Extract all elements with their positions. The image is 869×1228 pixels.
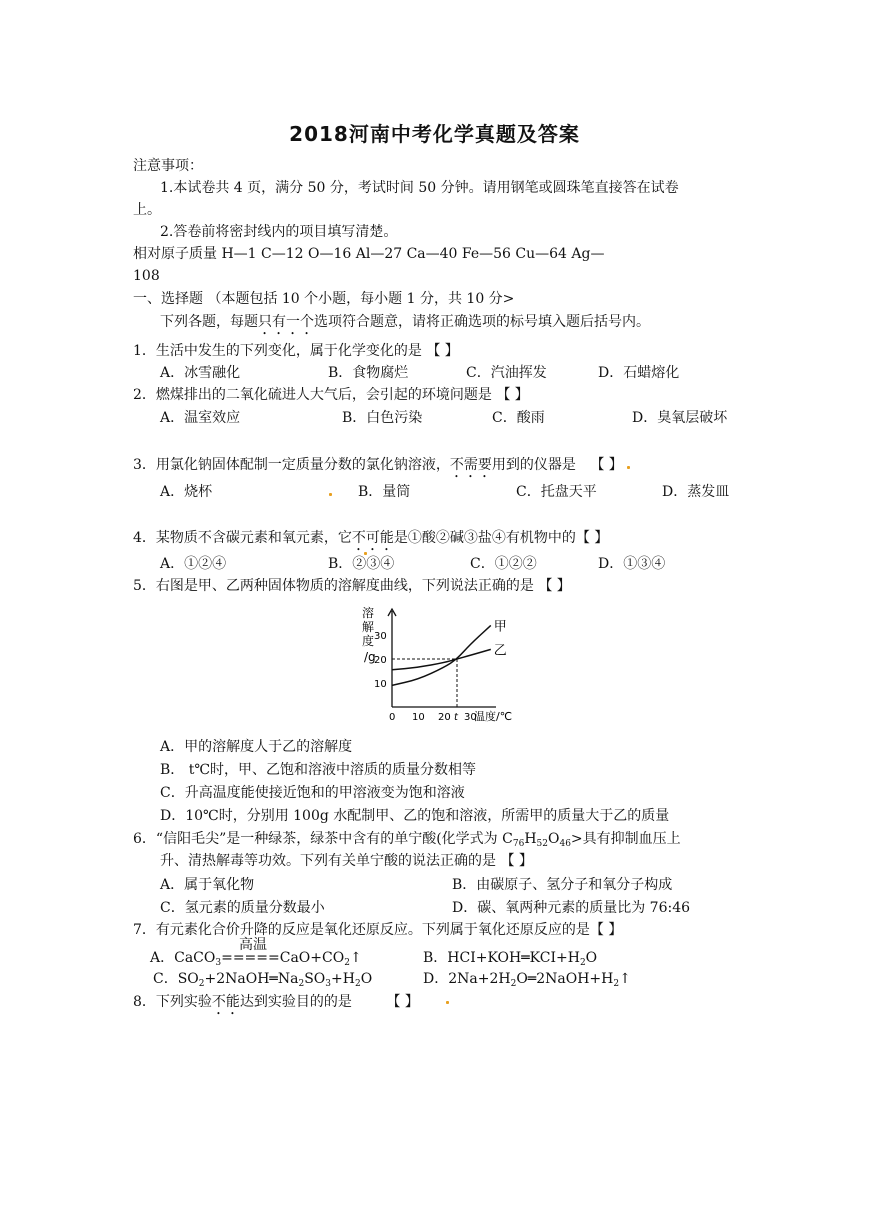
- q2-option-d: D．臭氧层破坏: [632, 410, 728, 426]
- q4-stem: 4．某物质不含碳元素和氧元素，它不可能是①酸②碱③盐④有机物中的【 】: [133, 530, 609, 546]
- x-tick-label: 20: [438, 712, 451, 723]
- q7-reaction-condition: 高温: [239, 937, 267, 953]
- q7-option-b: B．$HCI+KOH═KCI+H_2O$: [423, 950, 598, 968]
- q7-option-a: A．$CaCO_3=====CaO+CO_2↑$: [150, 950, 362, 968]
- y-axis-label-2: 解: [362, 620, 375, 634]
- q1-option-d: D．石蜡熔化: [598, 365, 680, 381]
- y-axis-label-1: 溶: [362, 606, 375, 620]
- q3-option-a: A．烧杯: [160, 484, 213, 500]
- chart-axes: [388, 609, 496, 707]
- x-tick-label: t: [454, 712, 458, 723]
- q2-option-a: A．温室效应: [160, 410, 241, 426]
- series-label-2: 乙: [493, 643, 507, 659]
- q4-option-a: A．①②④: [160, 556, 227, 572]
- x-tick-label: 10: [412, 712, 425, 723]
- q5-option-a: A．甲的溶解度人于乙的溶解度: [160, 739, 353, 755]
- q1-option-b: B．食物腐烂: [328, 365, 409, 381]
- q6-option-a: A．属于氧化物: [160, 877, 255, 893]
- series-line-1: [392, 625, 491, 685]
- q1-option-a: A．冰雪融化: [160, 365, 241, 381]
- solubility-chart: [356, 603, 514, 725]
- y-tick-label: 20: [374, 655, 387, 666]
- section-instructions: 下列各题，每题只有一个选项符合题意，请将正确选项的标号填入题后括号内。: [160, 314, 650, 330]
- q3-option-d: D．蒸发皿: [662, 484, 730, 500]
- q5-option-b: B． t℃时，甲、乙饱和溶液中溶质的质量分数相等: [160, 762, 477, 778]
- y-tick-label: 10: [374, 679, 387, 690]
- x-axis-label: 温度/℃: [474, 710, 513, 723]
- q6-option-c: C．氢元素的质量分数最小: [160, 900, 325, 916]
- q5-option-c: C．升高温度能使接近饱和的甲溶液变为饱和溶液: [160, 785, 465, 801]
- q4-option-d: D．①③④: [598, 556, 666, 572]
- note-1: 1.本试卷共 4 页，满分 50 分，考试时间 50 分钟。请用钢笔或圆珠笔直接答在试卷: [160, 180, 679, 196]
- notes-header: 注意事项：: [133, 158, 203, 174]
- q1-option-c: C．汽油挥发: [466, 365, 547, 381]
- page-title: 2018河南中考化学真题及答案: [289, 122, 580, 146]
- y-axis-label-4: /g: [364, 650, 376, 664]
- note-1-cont: 上。: [133, 202, 161, 218]
- atomic-mass-cont: 108: [133, 268, 160, 284]
- series-line-2: [392, 649, 491, 669]
- q8-stem: 8．下列实验不能达到实验目的的是 【 】: [133, 994, 419, 1010]
- section-heading: 一、选择题 （本题包括 10 个小题，每小题 1 分，共 10 分>: [133, 291, 515, 307]
- q6-option-b: B．由碳原子、氢分子和氧分子构成: [452, 877, 673, 893]
- y-axis-label-3: 度: [362, 634, 375, 648]
- y-tick-label: 30: [374, 631, 387, 642]
- q3-option-b: B．量筒: [358, 484, 411, 500]
- q2-stem: 2．燃煤排出的二氧化硫进人大气后，会引起的环境问题是 【 】: [133, 387, 529, 403]
- q3-option-c: C．托盘天平: [516, 484, 597, 500]
- q5-option-d: D．10℃时，分别用 100g 水配制甲、乙的饱和溶液，所需甲的质量大于乙的质量: [160, 808, 670, 824]
- x-tick-label: 30: [464, 712, 477, 723]
- q3-stem: 3．用氯化钠固体配制一定质量分数的氯化钠溶液，不需要用到的仪器是 【 】: [133, 457, 623, 473]
- q7-option-c: C．$SO_2+2NaOH═Na_2SO_3+H_2O$: [153, 971, 373, 989]
- x-tick-label: 0: [389, 712, 396, 723]
- q7-option-d: D．$2Na+2H_2O═2NaOH+H_2↑$: [423, 971, 631, 989]
- q5-stem: 5．右图是甲、乙两种固体物质的溶解度曲线，下列说法正确的是 【 】: [133, 578, 571, 594]
- q4-option-c: C．①②②: [470, 556, 537, 572]
- q7-stem: 7．有元素化合价升降的反应是氧化还原反应。下列属于氧化还原反应的是【 】: [133, 922, 623, 938]
- q6-stem-line-2: 升、清热解毒等功效。下列有关单宁酸的说法正确的是 【 】: [160, 853, 533, 869]
- q4-option-b: B．②③④: [328, 556, 395, 572]
- note-2: 2.答卷前将密封线内的项目填写清楚。: [160, 224, 398, 240]
- atomic-mass-line: 相对原子质量 H—1 C—12 O—16 Al—27 Ca—40 Fe—56 Cu—64 Ag—: [133, 246, 605, 262]
- q2-option-c: C．酸雨: [492, 410, 545, 426]
- q6-stem-line-1: 6．“信阳毛尖”是一种绿茶，绿茶中含有的单宁酸(化学式为 $C_{76}H_{52}O_{46}>$具有抑制血压上: [133, 831, 681, 849]
- q1-stem: 1．生活中发生的下列变化，属于化学变化的是 【 】: [133, 343, 459, 359]
- q2-option-b: B．白色污染: [342, 410, 423, 426]
- q6-option-d: D．碳、氧两种元素的质量比为 76:46: [452, 900, 691, 916]
- series-label-1: 甲: [493, 619, 507, 635]
